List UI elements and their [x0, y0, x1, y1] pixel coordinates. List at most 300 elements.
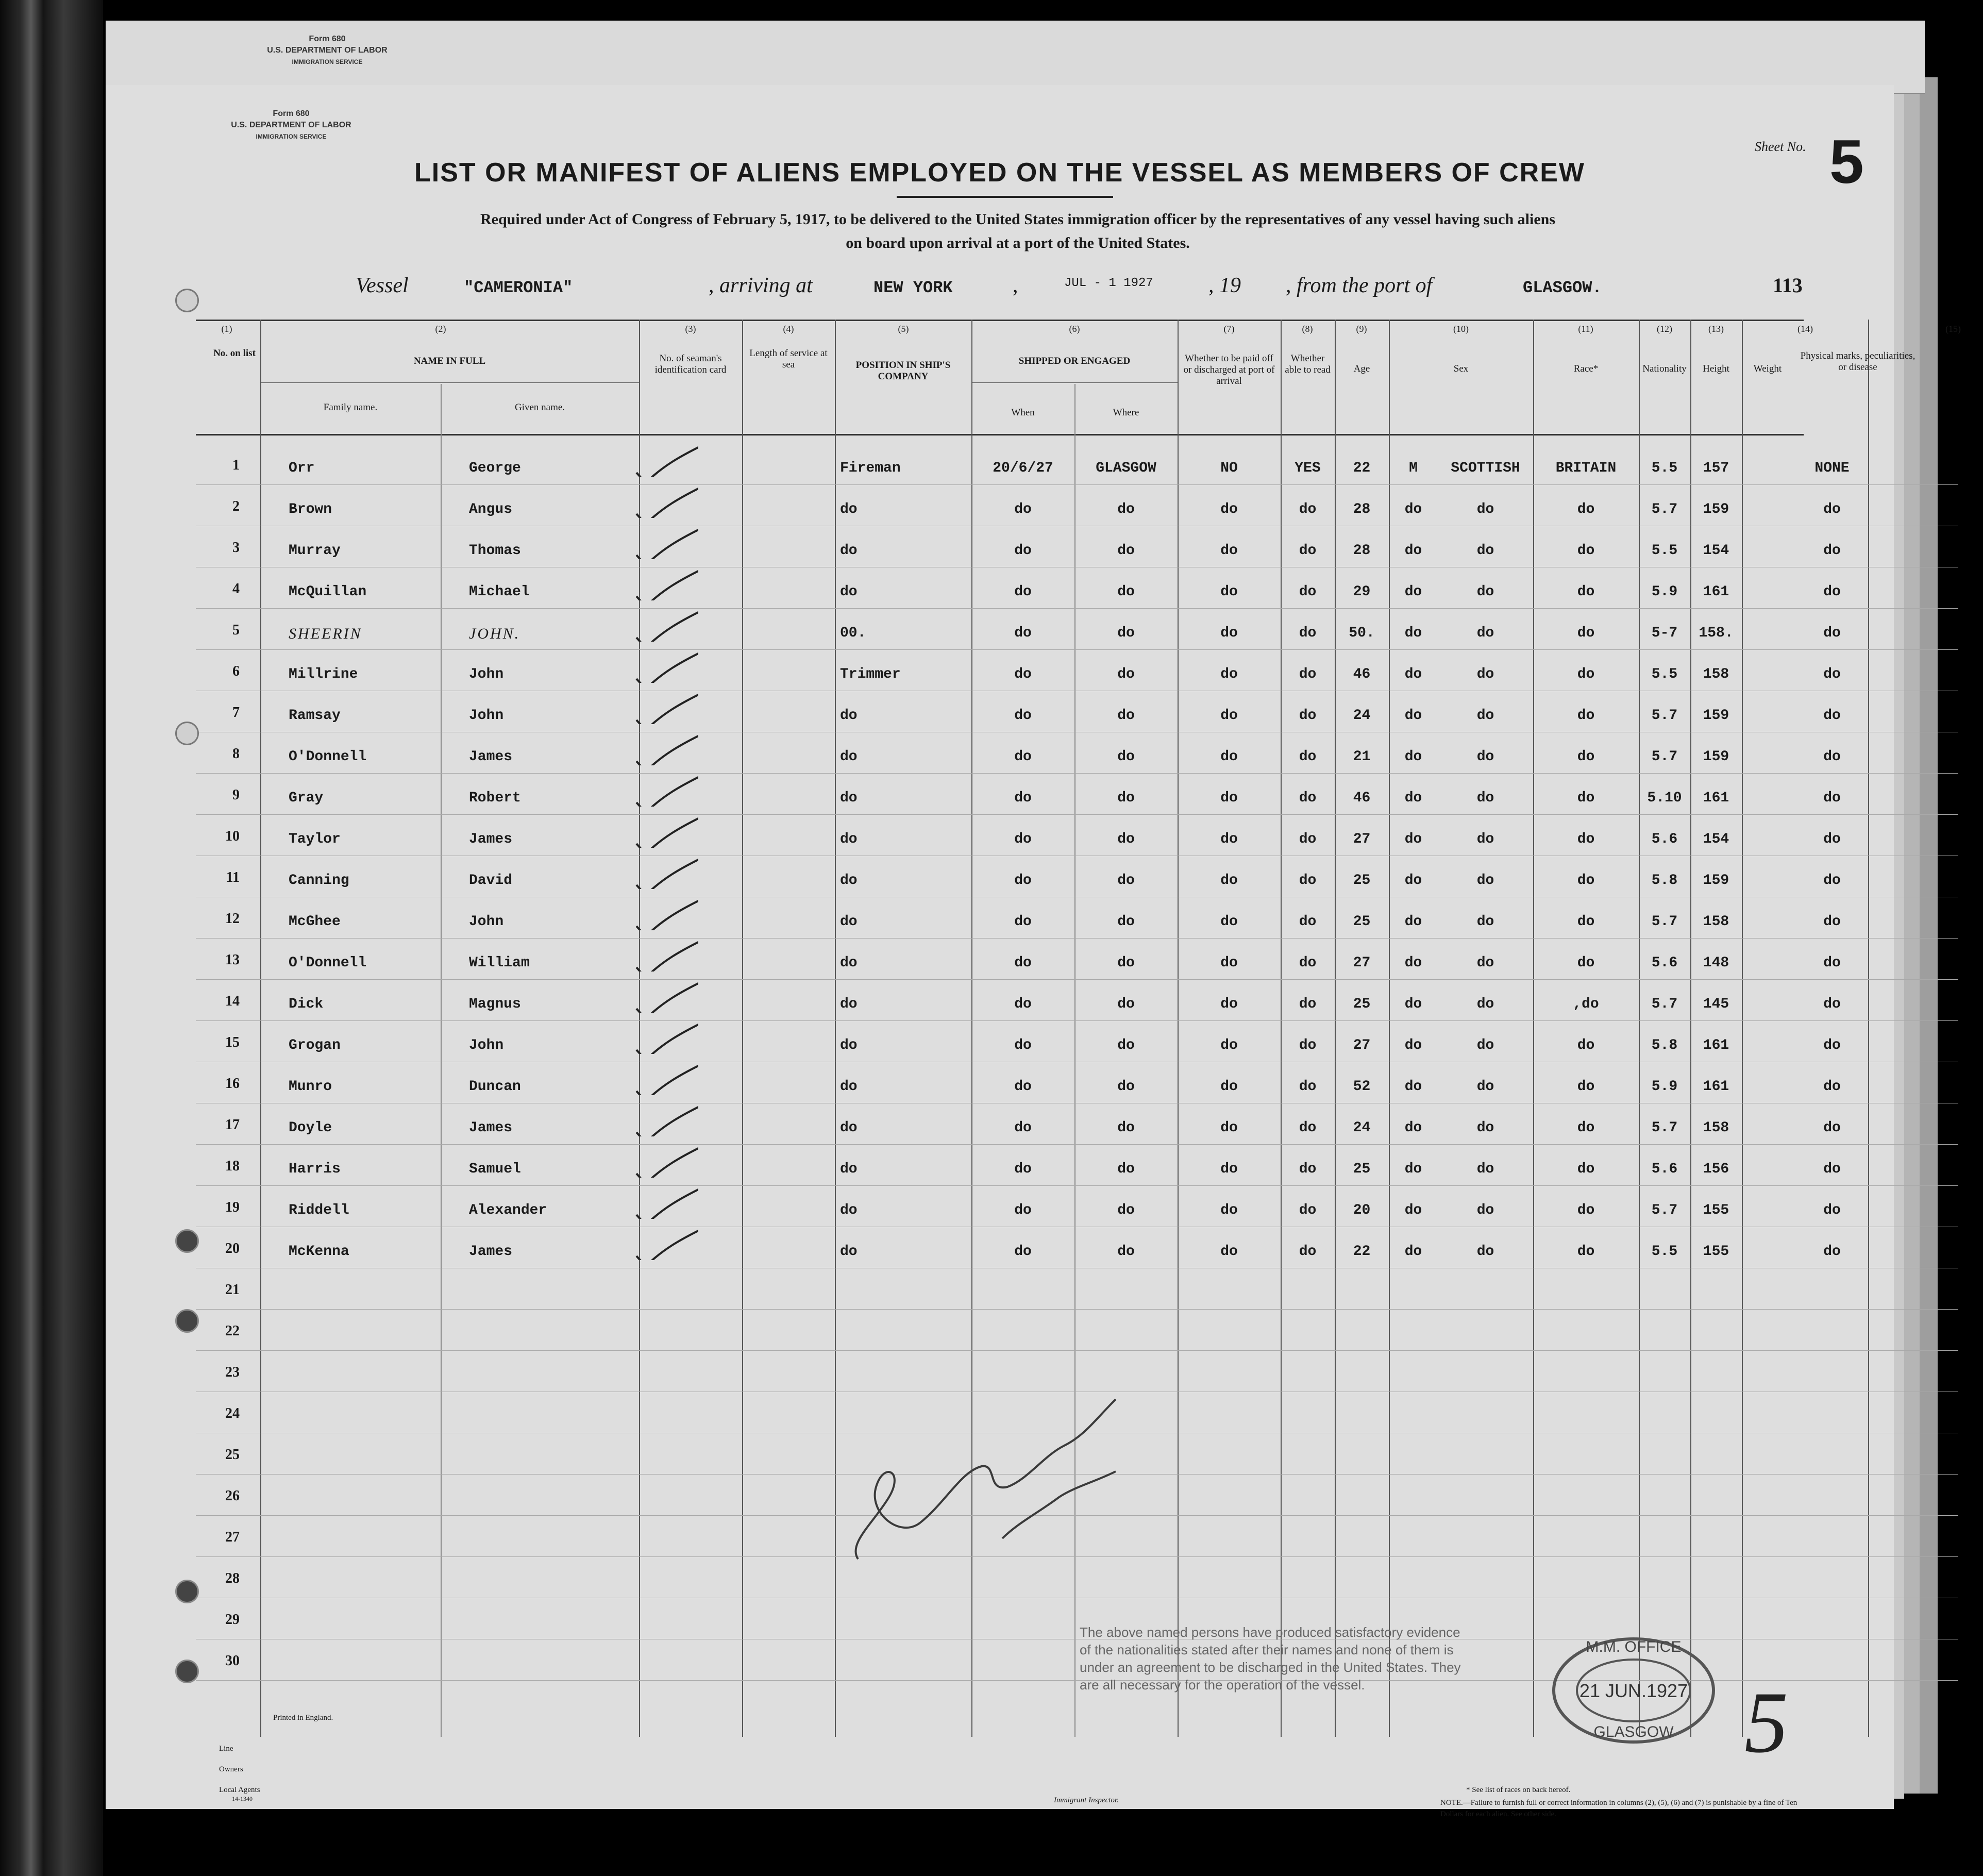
cell-family: McGhee — [289, 914, 341, 930]
row-rule — [196, 773, 1958, 774]
office-stamp-top: M.M. OFFICE — [1586, 1638, 1682, 1655]
cell-age: 21 — [1353, 749, 1371, 765]
cell-age: 22 — [1353, 460, 1371, 476]
id-card-check-mark — [631, 853, 698, 889]
cell-sex: do — [1404, 1202, 1422, 1218]
row-rule — [196, 1144, 1958, 1145]
cell-read: YES — [1295, 460, 1321, 476]
row-rule — [196, 649, 1958, 650]
cell-sex: do — [1404, 584, 1422, 600]
cell-read: do — [1299, 955, 1317, 971]
cell-when: do — [1014, 831, 1032, 847]
cell-paid: do — [1220, 831, 1238, 847]
previous-sheet-edge — [106, 21, 1925, 94]
col-number: (1) — [221, 324, 232, 334]
cell-where: do — [1117, 584, 1135, 600]
cell-height: 5.8 — [1651, 873, 1678, 889]
cell-given: John — [469, 708, 504, 724]
cell-read: do — [1299, 1037, 1317, 1053]
vessel-label: Vessel — [356, 274, 409, 297]
row-rule — [196, 1309, 1958, 1310]
cell-race: do — [1476, 1202, 1494, 1218]
cell-sex: do — [1404, 543, 1422, 559]
cell-given: Michael — [469, 584, 530, 600]
cell-where: do — [1117, 955, 1135, 971]
header-race: Race* — [1573, 363, 1599, 374]
cell-when: do — [1014, 914, 1032, 930]
cell-race: do — [1476, 955, 1494, 971]
row-number: 10 — [225, 828, 240, 844]
cell-position: do — [840, 584, 858, 600]
cell-age: 22 — [1353, 1244, 1371, 1260]
cell-nationality: do — [1577, 1037, 1595, 1053]
cell-where: do — [1117, 625, 1135, 641]
cell-marks: do — [1823, 955, 1841, 971]
cell-race: do — [1476, 914, 1494, 930]
cell-race: do — [1476, 501, 1494, 517]
cell-when: do — [1014, 955, 1032, 971]
cell-sex: do — [1404, 1037, 1422, 1053]
header-shipped: SHIPPED OR ENGAGED — [1018, 356, 1131, 366]
cell-given: Angus — [469, 501, 513, 517]
cell-position: do — [840, 501, 858, 517]
cell-age: 25 — [1353, 914, 1371, 930]
form-number: Form 680 — [309, 35, 346, 43]
cell-nationality: do — [1577, 1079, 1595, 1095]
cell-sex: do — [1404, 708, 1422, 724]
cell-nationality: do — [1577, 584, 1595, 600]
cell-position: do — [840, 749, 858, 765]
cell-family: Gray — [289, 790, 324, 806]
cell-family: SHEERIN — [289, 625, 362, 642]
id-card-check-mark — [631, 441, 698, 477]
cell-where: do — [1117, 1244, 1135, 1260]
cell-read: do — [1299, 914, 1317, 930]
row-number: 11 — [226, 869, 240, 885]
cell-height: 5.7 — [1651, 501, 1678, 517]
cell-nationality: do — [1577, 873, 1595, 889]
cell-when: do — [1014, 584, 1032, 600]
cell-family: Doyle — [289, 1120, 332, 1136]
cell-race: do — [1476, 1079, 1494, 1095]
office-stamp-bottom: GLASGOW — [1593, 1723, 1674, 1740]
cell-paid: do — [1220, 996, 1238, 1012]
col-number: (12) — [1657, 324, 1672, 334]
owners-label: Owners — [219, 1765, 243, 1773]
row-number: 20 — [225, 1241, 240, 1257]
cell-position: Fireman — [840, 460, 901, 476]
cell-sex: do — [1404, 914, 1422, 930]
id-card-check-mark — [631, 523, 698, 559]
header-position: POSITION IN SHIP'S COMPANY — [855, 360, 951, 382]
cell-paid: do — [1220, 625, 1238, 641]
row-number: 3 — [232, 540, 240, 556]
cell-given: George — [469, 460, 521, 476]
row-number: 8 — [232, 746, 240, 762]
id-card-check-mark — [631, 564, 698, 600]
cell-read: do — [1299, 1244, 1317, 1260]
service: IMMIGRATION SERVICE — [256, 133, 327, 140]
cell-marks: do — [1823, 708, 1841, 724]
binding-hole — [175, 1580, 199, 1603]
id-card-check-mark — [631, 770, 698, 807]
cell-age: 25 — [1353, 1161, 1371, 1177]
printed-in: Printed in England. — [273, 1714, 333, 1722]
binding-hole — [175, 1229, 199, 1253]
cell-height: 5.5 — [1651, 543, 1678, 559]
row-number: 30 — [225, 1653, 240, 1669]
header-id-card: No. of seaman's identification card — [654, 353, 727, 375]
cell-age: 52 — [1353, 1079, 1371, 1095]
cell-given: William — [469, 955, 530, 971]
cell-family: Orr — [289, 460, 315, 476]
handwritten-sheet-number: 5 — [1744, 1674, 1788, 1771]
cell-when: do — [1014, 1244, 1032, 1260]
cell-paid: do — [1220, 543, 1238, 559]
cell-position: do — [840, 1037, 858, 1053]
cell-height: 5.7 — [1651, 1120, 1678, 1136]
cell-where: do — [1117, 749, 1135, 765]
cell-when: do — [1014, 666, 1032, 682]
arrival-port: NEW YORK — [873, 278, 953, 297]
cell-height: 5.8 — [1651, 1037, 1678, 1053]
col-rule — [1868, 320, 1869, 1737]
header-when: When — [1011, 407, 1035, 418]
cell-read: do — [1299, 996, 1317, 1012]
cell-race: do — [1476, 873, 1494, 889]
row-number: 2 — [232, 498, 240, 514]
row-number: 6 — [232, 663, 240, 679]
cell-race: do — [1476, 708, 1494, 724]
cell-sex: do — [1404, 625, 1422, 641]
col-number: (14) — [1797, 324, 1813, 334]
cell-position: 00. — [840, 625, 866, 641]
cell-marks: do — [1823, 873, 1841, 889]
cell-paid: do — [1220, 955, 1238, 971]
id-card-check-mark — [631, 1224, 698, 1260]
required-line-1: Required under Act of Congress of February 5, 1917, to be delivered to the United States immigration officer by the representatives of any vessel having such aliens — [480, 211, 1555, 228]
nationality-evidence-stamp: The above named persons have produced satisfactory evidence of the nationalities stated after their names and none of them is under an agreement to be discharged in the United States. They are all necessary for the operation of the vessel. — [1080, 1624, 1461, 1693]
header-where: Where — [1113, 407, 1139, 418]
cell-nationality: do — [1577, 543, 1595, 559]
header-bottom-rule — [196, 434, 1804, 435]
col-number: (7) — [1223, 324, 1235, 334]
from-port-label: , from the port of — [1286, 274, 1433, 297]
inspector-signature — [827, 1368, 1188, 1585]
row-number: 9 — [232, 787, 240, 803]
col-rule — [742, 320, 743, 1737]
col-rule — [441, 384, 442, 1737]
cell-age: 20 — [1353, 1202, 1371, 1218]
cell-read: do — [1299, 749, 1317, 765]
cell-where: do — [1117, 501, 1135, 517]
cell-marks: do — [1823, 1120, 1841, 1136]
cell-marks: NONE — [1814, 460, 1850, 476]
cell-given: Samuel — [469, 1161, 521, 1177]
cell-position: Trimmer — [840, 666, 901, 682]
col-rule — [260, 320, 261, 1737]
cell-where: do — [1117, 708, 1135, 724]
cell-race: do — [1476, 790, 1494, 806]
cell-nationality: do — [1577, 625, 1595, 641]
cell-given: John — [469, 666, 504, 682]
office-stamp-date: 21 JUN.1927 — [1579, 1680, 1688, 1701]
cell-marks: do — [1823, 1079, 1841, 1095]
cell-family: Canning — [289, 873, 349, 889]
cell-given: Duncan — [469, 1079, 521, 1095]
cell-family: Millrine — [289, 666, 358, 682]
cell-paid: do — [1220, 1120, 1238, 1136]
cell-sex: do — [1404, 873, 1422, 889]
header-physical-marks: Physical marks, peculiarities, or disease — [1800, 350, 1915, 373]
cell-position: do — [840, 708, 858, 724]
col-number: (10) — [1453, 324, 1469, 334]
id-card-check-mark — [631, 688, 698, 724]
service: IMMIGRATION SERVICE — [292, 58, 363, 65]
mm-office-stamp — [1549, 1631, 1719, 1750]
cell-position: do — [840, 914, 858, 930]
cell-paid: NO — [1220, 460, 1238, 476]
cell-sex: do — [1404, 790, 1422, 806]
cell-height: 5.6 — [1651, 955, 1678, 971]
cell-weight: 154 — [1703, 831, 1729, 847]
cell-given: David — [469, 873, 513, 889]
cell-marks: do — [1823, 1244, 1841, 1260]
cell-position: do — [840, 1202, 858, 1218]
col-number: (6) — [1069, 324, 1080, 334]
book-spine — [0, 0, 103, 1876]
row-number: 23 — [225, 1364, 240, 1380]
form-number: Form 680 — [273, 109, 310, 118]
header-weight: Weight — [1753, 363, 1782, 374]
id-card-check-mark — [631, 1183, 698, 1219]
cell-paid: do — [1220, 708, 1238, 724]
cell-read: do — [1299, 831, 1317, 847]
id-card-check-mark — [631, 1059, 698, 1095]
row-number: 21 — [225, 1282, 240, 1298]
id-card-check-mark — [631, 1100, 698, 1136]
cell-race: do — [1476, 543, 1494, 559]
cell-family: Munro — [289, 1079, 332, 1095]
cell-age: 24 — [1353, 708, 1371, 724]
cell-age: 46 — [1353, 790, 1371, 806]
cell-age: 50. — [1349, 625, 1375, 641]
cell-marks: do — [1823, 584, 1841, 600]
cell-sex: M — [1409, 460, 1418, 476]
cell-race: do — [1476, 625, 1494, 641]
cell-marks: do — [1823, 1037, 1841, 1053]
col-number: (9) — [1356, 324, 1367, 334]
col-number: (11) — [1578, 324, 1593, 334]
cell-age: 24 — [1353, 1120, 1371, 1136]
cell-weight: 145 — [1703, 996, 1729, 1012]
cell-read: do — [1299, 666, 1317, 682]
vessel-line — [106, 273, 1894, 304]
cell-where: do — [1117, 1202, 1135, 1218]
row-number: 12 — [225, 911, 240, 927]
year-label: , 19 — [1208, 274, 1241, 297]
row-rule — [196, 1185, 1958, 1186]
cell-nationality: do — [1577, 831, 1595, 847]
cell-paid: do — [1220, 749, 1238, 765]
cell-read: do — [1299, 873, 1317, 889]
cell-weight: 155 — [1703, 1202, 1729, 1218]
penalty-note: NOTE.—Failure to furnish full or correct information in columns (2), (5), (6) and (7) is punishable by a fine of Ten Dollars for each alien. See other side. — [1440, 1799, 1797, 1818]
department: U.S. DEPARTMENT OF LABOR — [267, 46, 388, 55]
row-number: 19 — [225, 1199, 240, 1215]
row-number: 22 — [225, 1323, 240, 1339]
id-card-check-mark — [631, 647, 698, 683]
cell-read: do — [1299, 708, 1317, 724]
cell-when: do — [1014, 749, 1032, 765]
cell-nationality: do — [1577, 1161, 1595, 1177]
local-agents-label: Local Agents — [219, 1786, 260, 1794]
col-rule — [1281, 320, 1282, 1737]
cell-nationality: ,do — [1573, 996, 1599, 1012]
row-number: 28 — [225, 1570, 240, 1586]
cell-nationality: do — [1577, 749, 1595, 765]
cell-given: Thomas — [469, 543, 521, 559]
cell-height: 5.6 — [1651, 831, 1678, 847]
row-rule — [196, 1020, 1958, 1021]
cell-paid: do — [1220, 1244, 1238, 1260]
row-rule — [196, 1350, 1958, 1351]
cell-family: Riddell — [289, 1202, 349, 1218]
cell-age: 46 — [1353, 666, 1371, 682]
cell-weight: 161 — [1703, 1079, 1729, 1095]
cell-race: do — [1476, 1244, 1494, 1260]
id-card-check-mark — [631, 729, 698, 765]
cell-position: do — [840, 1120, 858, 1136]
cell-paid: do — [1220, 1161, 1238, 1177]
cell-height: 5.6 — [1651, 1161, 1678, 1177]
cell-where: do — [1117, 543, 1135, 559]
cell-height: 5.5 — [1651, 1244, 1678, 1260]
cell-paid: do — [1220, 501, 1238, 517]
shipped-header-rule — [971, 382, 1178, 383]
cell-where: GLASGOW — [1096, 460, 1156, 476]
id-card-check-mark — [631, 812, 698, 848]
cell-marks: do — [1823, 996, 1841, 1012]
col-rule — [1335, 320, 1336, 1737]
cell-weight: 161 — [1703, 790, 1729, 806]
cell-read: do — [1299, 584, 1317, 600]
row-number: 13 — [225, 952, 240, 968]
cell-race: do — [1476, 749, 1494, 765]
cell-where: do — [1117, 666, 1135, 682]
cell-weight: 158. — [1699, 625, 1734, 641]
cell-position: do — [840, 831, 858, 847]
cell-sex: do — [1404, 1161, 1422, 1177]
cell-given: John — [469, 1037, 504, 1053]
cell-position: do — [840, 996, 858, 1012]
row-number: 26 — [225, 1488, 240, 1504]
cell-when: do — [1014, 625, 1032, 641]
cell-when: do — [1014, 1079, 1032, 1095]
id-card-check-mark — [631, 894, 698, 930]
col-number: (4) — [783, 324, 794, 334]
cell-given: John — [469, 914, 504, 930]
required-line-2: on board upon arrival at a port of the United States. — [846, 234, 1190, 252]
cell-age: 25 — [1353, 996, 1371, 1012]
id-card-check-mark — [631, 482, 698, 518]
cell-nationality: BRITAIN — [1555, 460, 1617, 476]
cell-paid: do — [1220, 873, 1238, 889]
cell-sex: do — [1404, 831, 1422, 847]
id-card-check-mark — [631, 606, 698, 642]
header-height: Height — [1703, 363, 1729, 374]
cell-read: do — [1299, 790, 1317, 806]
agents-code: 14-1340 — [232, 1795, 253, 1802]
cell-family: Brown — [289, 501, 332, 517]
cell-weight: 148 — [1703, 955, 1729, 971]
cell-family: Ramsay — [289, 708, 341, 724]
cell-height: 5.7 — [1651, 996, 1678, 1012]
binding-hole — [175, 1309, 199, 1333]
header-able-read: Whether able to read — [1285, 353, 1331, 375]
binding-hole — [175, 289, 199, 312]
cell-sex: do — [1404, 749, 1422, 765]
cell-given: James — [469, 1120, 513, 1136]
col-rule — [1533, 320, 1534, 1737]
cell-nationality: do — [1577, 790, 1595, 806]
cell-height: 5.10 — [1647, 790, 1682, 806]
cell-position: do — [840, 1161, 858, 1177]
cell-when: do — [1014, 1037, 1032, 1053]
row-number: 4 — [232, 581, 240, 597]
department: U.S. DEPARTMENT OF LABOR — [231, 121, 351, 129]
cell-weight: 161 — [1703, 584, 1729, 600]
cell-race: do — [1476, 584, 1494, 600]
cell-marks: do — [1823, 543, 1841, 559]
cell-family: Murray — [289, 543, 341, 559]
cell-paid: do — [1220, 914, 1238, 930]
cell-family: Harris — [289, 1161, 341, 1177]
cell-weight: 159 — [1703, 873, 1729, 889]
cell-weight: 158 — [1703, 914, 1729, 930]
cell-when: do — [1014, 501, 1032, 517]
col-rule — [1742, 320, 1743, 1737]
cell-read: do — [1299, 1202, 1317, 1218]
sheet-number: 5 — [1829, 127, 1864, 196]
cell-where: do — [1117, 831, 1135, 847]
row-number: 17 — [225, 1117, 240, 1133]
cell-read: do — [1299, 1161, 1317, 1177]
cell-paid: do — [1220, 1079, 1238, 1095]
cell-marks: do — [1823, 790, 1841, 806]
cell-race: do — [1476, 666, 1494, 682]
cell-position: do — [840, 1244, 858, 1260]
binding-hole — [175, 1660, 199, 1683]
cell-weight: 161 — [1703, 1037, 1729, 1053]
cell-family: Taylor — [289, 831, 341, 847]
cell-sex: do — [1404, 1244, 1422, 1260]
row-number: 24 — [225, 1405, 240, 1421]
manifest-sheet — [106, 85, 1961, 1818]
row-number: 7 — [232, 705, 240, 721]
col-number: (5) — [898, 324, 909, 334]
cell-marks: do — [1823, 749, 1841, 765]
table-top-rule — [196, 320, 1804, 321]
col-number: (2) — [435, 324, 446, 334]
cell-weight: 154 — [1703, 543, 1729, 559]
cell-position: do — [840, 873, 858, 889]
cell-age: 27 — [1353, 831, 1371, 847]
cell-marks: do — [1823, 1202, 1841, 1218]
row-number: 1 — [232, 457, 240, 473]
cell-where: do — [1117, 1037, 1135, 1053]
row-number: 18 — [225, 1158, 240, 1174]
